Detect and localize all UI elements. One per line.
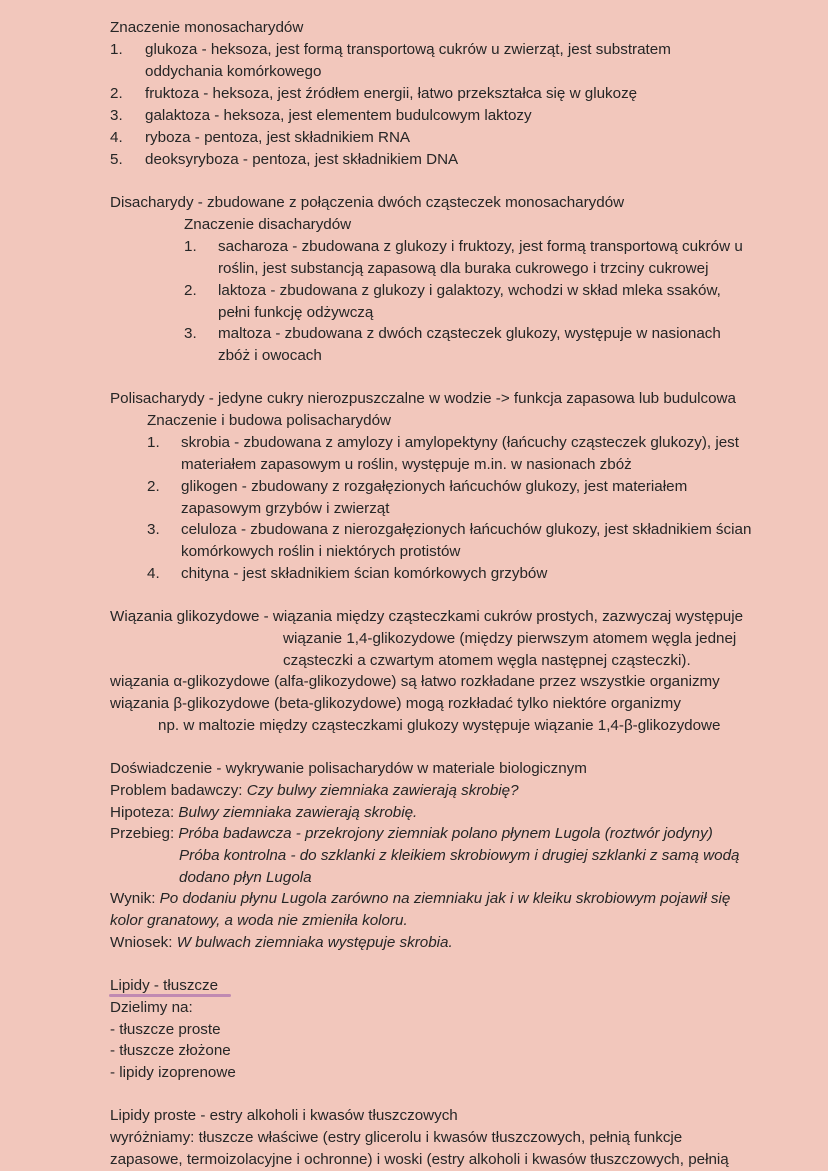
lipids-simple-line-2: wyróżniamy: tłuszcze właściwe (estry glicerolu i kwasów tłuszczowych, pełnią funkcje [110,1129,683,1146]
poly-item-2-line-1: glikogen - zbudowany z rozgałęzionych łańcuchów glukozy, jest materiałem [181,478,688,495]
poly-item-1-line-1: skrobia - zbudowana z amylozy i amylopektyny (łańcuchy cząsteczek glukozy), jest [181,434,739,451]
lipids-type-2: - tłuszcze złożone [110,1042,231,1059]
conclusion-text: W bulwach ziemniaka występuje skrobia. [176,934,453,951]
poly-heading: Polisacharydy - jedyne cukry nierozpuszczalne w wodzie -> funkcja zapasowa lub budulcowa [110,390,736,407]
procedure-text-2b: dodano płyn Lugola [179,869,312,886]
di-subheading: Znaczenie disacharydów [184,216,352,233]
mono-item-2-num: 2. [110,85,123,102]
experiment-heading: Doświadczenie - wykrywanie polisacharydów w materiale biologicznym [110,760,587,777]
poly-item-3-num: 3. [147,521,160,538]
mono-heading: Znaczenie monosacharydów [110,19,304,36]
poly-item-1-line-2: materiałem zapasowym u roślin, występuje m.in. w nasionach zbóż [181,456,632,473]
poly-item-3-line-2: komórkowych roślin i niektórych protistów [181,543,461,560]
experiment-hypothesis-line [110,802,417,824]
problem-text: Czy bulwy ziemniaka zawierają skrobię? [246,782,519,799]
mono-item-1-line-2: oddychania komórkowego [145,63,322,80]
result-text-1: Po dodaniu płynu Lugola zarówno na ziemniaku jak i w kleiku skrobiowym pojawił się [159,890,731,907]
procedure-text-2a: Próba kontrolna - do szklanki z kleikiem skrobiowym i drugiej szklanki z samą wodą [179,847,740,864]
di-item-1-num: 1. [184,238,197,255]
result-label: Wynik: [110,890,160,907]
poly-item-2-line-2: zapasowym grzybów i zwierząt [181,500,390,517]
bonds-line-1: Wiązania glikozydowe - wiązania między cząsteczkami cukrów prostych, zazwyczaj występuje [110,608,744,625]
result-text-2: kolor granatowy, a woda nie zmieniła koloru. [110,912,408,929]
mono-item-1-num: 1. [110,41,123,58]
experiment-procedure-line-1 [110,823,713,845]
di-item-3-num: 3. [184,325,197,342]
experiment-problem-line [110,780,519,802]
mono-item-2-line-1: fruktoza - heksoza, jest źródłem energii, łatwo przekształca się w glukozę [145,85,638,102]
procedure-text-1: Próba badawcza - przekrojony ziemniak polano płynem Lugola (roztwór jodyny) [178,825,713,842]
bonds-line-6: np. w maltozie między cząsteczkami glukozy występuje wiązanie 1,4-β-glikozydowe [158,717,721,734]
lipids-heading: Lipidy - tłuszcze [110,977,219,994]
di-item-2-line-2: pełni funkcję odżywczą [218,304,374,321]
problem-label: Problem badawczy: [110,782,247,799]
mono-item-1-line-1: glukoza - heksoza, jest formą transportową cukrów u zwierząt, jest substratem [145,41,671,58]
mono-item-4-num: 4. [110,129,123,146]
di-item-2-num: 2. [184,282,197,299]
experiment-procedure-line-3 [179,867,312,889]
poly-subheading: Znaczenie i budowa polisacharydów [147,412,391,429]
lipids-type-1: - tłuszcze proste [110,1021,221,1038]
poly-item-3-line-1: celuloza - zbudowana z nierozgałęzionych łańcuchów glukozy, jest składnikiem ścian [181,521,752,538]
hypothesis-text: Bulwy ziemniaka zawierają skrobię. [178,804,418,821]
procedure-label: Przebieg: [110,825,179,842]
conclusion-label: Wniosek: [110,934,177,951]
experiment-conclusion-line [110,932,453,954]
di-item-1-line-2: roślin, jest substancją zapasową dla buraka cukrowego i trzciny cukrowej [218,260,709,277]
poly-item-4-line-1: chityna - jest składnikiem ścian komórkowych grzybów [181,565,548,582]
experiment-result-line-1 [110,888,730,910]
lipids-simple-line-1: Lipidy proste - estry alkoholi i kwasów tłuszczowych [110,1107,458,1124]
lipids-divide-label: Dzielimy na: [110,999,193,1016]
di-item-3-line-1: maltoza - zbudowana z dwóch cząsteczek glukozy, występuje w nasionach [218,325,721,342]
mono-item-5-num: 5. [110,151,123,168]
mono-item-4-line-1: ryboza - pentoza, jest składnikiem RNA [145,129,411,146]
lipids-type-3: - lipidy izoprenowe [110,1064,236,1081]
bonds-line-4: wiązania α-glikozydowe (alfa-glikozydowe) są łatwo rozkładane przez wszystkie organizmy [110,673,720,690]
di-item-1-line-1: sacharoza - zbudowana z glukozy i fruktozy, jest formą transportową cukrów u [218,238,743,255]
experiment-procedure-line-2 [179,845,739,867]
bonds-line-5: wiązania β-glikozydowe (beta-glikozydowe) mogą rozkładać tylko niektóre organizmy [110,695,681,712]
poly-item-1-num: 1. [147,434,160,451]
bonds-line-2: wiązanie 1,4-glikozydowe (między pierwszym atomem węgla jednej [283,630,737,647]
lipids-simple-line-3: zapasowe, termoizolacyjne i ochronne) i woski (estry alkoholi i kwasów tłuszczowych, pełnią [110,1151,729,1168]
poly-item-2-num: 2. [147,478,160,495]
mono-item-3-num: 3. [110,107,123,124]
mono-item-5-line-1: deoksyryboza - pentoza, jest składnikiem DNA [145,151,459,168]
hypothesis-label: Hipoteza: [110,804,179,821]
di-item-3-line-2: zbóż i owocach [218,347,322,364]
mono-item-3-line-1: galaktoza - heksoza, jest elementem budulcowym laktozy [145,107,532,124]
di-item-2-line-1: laktoza - zbudowana z glukozy i galaktozy, wchodzi w skład mleka ssaków, [218,282,721,299]
bonds-line-3: cząsteczki a czwartym atomem węgla następnej cząsteczki). [283,652,691,669]
poly-item-4-num: 4. [147,565,160,582]
di-heading: Disacharydy - zbudowane z połączenia dwóch cząsteczek monosacharydów [110,194,625,211]
experiment-result-line-2 [110,910,408,932]
